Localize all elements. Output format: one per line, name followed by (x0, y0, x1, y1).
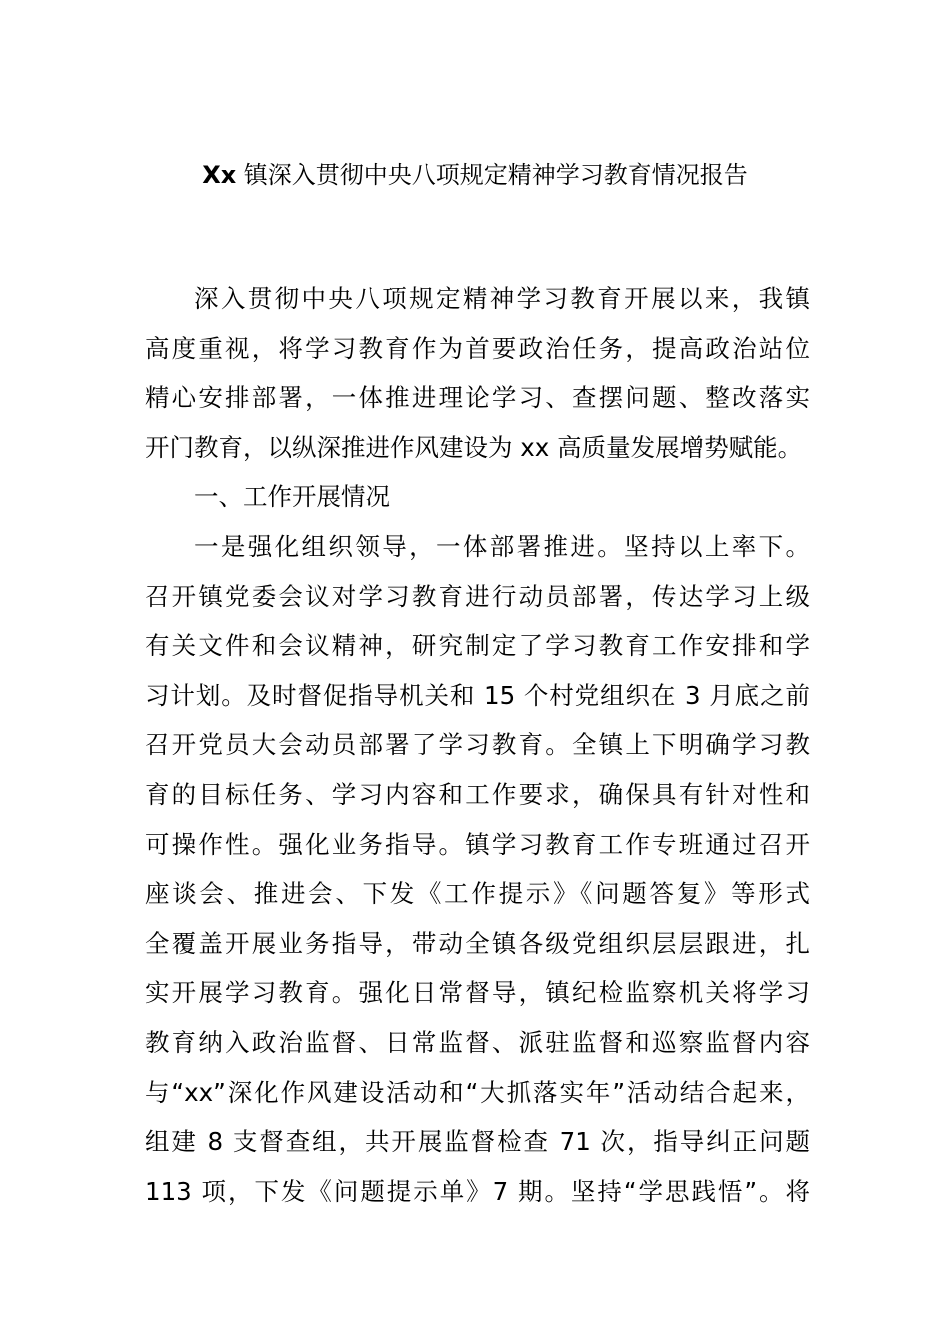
paragraph-body-line: 召开党员大会动员部署了学习教育。全镇上下明确学习教 (145, 730, 810, 760)
paragraph-body-line: 全覆盖开展业务指导，带动全镇各级党组织层层跟进，扎 (145, 928, 810, 958)
paragraph-body-line: 有关文件和会议精神，研究制定了学习教育工作安排和学 (145, 631, 810, 661)
paragraph-body-line: 召开镇党委会议对学习教育进行动员部署，传达学习上级 (145, 581, 810, 611)
paragraph-intro-line: 深入贯彻中央八项规定精神学习教育开展以来，我镇 (194, 284, 810, 313)
paragraph-body-line: 与“xx”深化作风建设活动和“大抓落实年”活动结合起来， (145, 1077, 810, 1107)
paragraph-intro-line: 精心安排部署，一体推进理论学习、查摆问题、整改落实 (145, 383, 810, 413)
paragraph-body-line: 座谈会、推进会、下发《工作提示》《问题答复》等形式 (145, 879, 810, 909)
paragraph-body-line: 可操作性。强化业务指导。镇学习教育工作专班通过召开 (145, 829, 810, 859)
paragraph-body-line: 教育纳入政治监督、日常监督、派驻监督和巡察监督内容 (145, 1027, 810, 1057)
paragraph-body-line: 育的目标任务、学习内容和工作要求，确保具有针对性和 (145, 779, 810, 809)
section-heading: 一、工作开展情况 (194, 482, 390, 512)
document-title (0, 158, 950, 192)
title-text: 镇深入贯彻中央八项规定精神学习教育情况报告 (236, 161, 748, 189)
paragraph-body-line: 组建 8 支督查组，共开展监督检查 71 次，指导纠正问题 (145, 1127, 810, 1157)
paragraph-body-line: 113 项，下发《问题提示单》7 期。坚持“学思践悟”。将 (145, 1176, 810, 1206)
title-prefix: Xx (202, 161, 237, 189)
paragraph-intro-line: 开门教育，以纵深推进作风建设为 xx 高质量发展增势赋能。 (145, 432, 803, 462)
paragraph-body-line: 一是强化组织领导，一体部署推进。坚持以上率下。 (194, 531, 810, 561)
paragraph-body-line: 习计划。及时督促指导机关和 15 个村党组织在 3 月底之前 (145, 680, 810, 710)
document-body (145, 274, 810, 1216)
paragraph-intro-line: 高度重视，将学习教育作为首要政治任务，提高政治站位 (145, 333, 810, 363)
paragraph-body-line: 实开展学习教育。强化日常督导，镇纪检监察机关将学习 (145, 978, 810, 1008)
